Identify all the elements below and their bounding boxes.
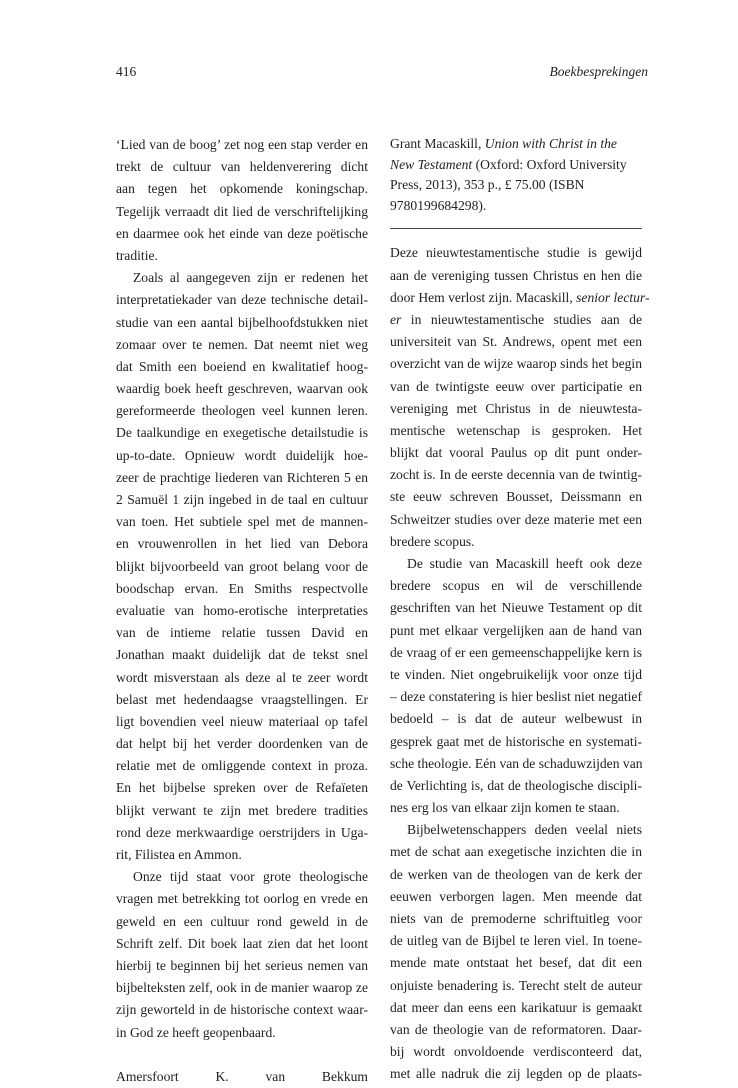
text-line: geweld en een cultuur rond geweld in de — [116, 913, 368, 929]
text-line: de uitleg van de Bijbel te leren viel. In toene- — [390, 933, 642, 949]
signature — [116, 1066, 368, 1088]
text-line: mentische wetenschap is gesproken. Het — [390, 422, 642, 438]
text-line: up-to-date. Opnieuw wordt duidelijk hoe- — [116, 447, 368, 463]
text-line: geschriften van het Nieuwe Testament op dit — [390, 600, 642, 616]
text-line: en daarmee ook het einde van deze poëtische — [116, 225, 368, 241]
text-line: De taalkundige en exegetische detailstudie is — [116, 425, 368, 441]
text-line: traditie. — [116, 247, 158, 263]
text-line: van de intieme relatie tussen David en — [116, 625, 368, 641]
text-line: Onze tijd staat voor grote theologische — [133, 869, 368, 885]
text-line: 2 Samuël 1 zijn ingebed in de taal en cultuur — [116, 492, 368, 507]
text-line: bredere scopus en wil de verschillende — [390, 578, 642, 594]
paragraph-2 — [116, 267, 368, 866]
review-paragraph-1 — [390, 242, 650, 553]
left-column — [116, 134, 368, 1088]
text-line: gesprek gaat met de historische en systemati- — [390, 733, 642, 749]
text-line: vereniging met Christus in de nieuwtesta- — [390, 400, 642, 416]
text-line: te vinden. Niet ongebruikelijk voor onze tijd — [390, 666, 642, 682]
text-line: van toen. Het subtiele spel met de mannen- — [116, 514, 368, 530]
book-ref-line: 9780199684298). — [390, 197, 487, 213]
paragraph-1 — [116, 134, 368, 267]
text-line: Schrift zelf. Dit boek laat zien dat het loont — [116, 935, 368, 951]
text-line: de vraag of er een gemeenschappelijke kern is — [390, 644, 642, 660]
text-line: in God ze heeft geopenbaard. — [116, 1024, 276, 1040]
text-line: zocht is. In de eerste decennia van de twintig- — [390, 467, 642, 483]
text-line: boodschap ervan. En Smiths respectvolle — [116, 580, 368, 596]
text-line: niets van de premoderne schriftuitleg voor — [390, 911, 642, 926]
text-line: studie van een aantal bijbelhoofdstukken niet — [116, 314, 368, 330]
text-line: ‘Lied van de boog’ zet nog een stap verder en — [116, 137, 368, 152]
text-line: bedoeld – is dat de auteur welbewust in — [390, 711, 642, 727]
book-reference — [390, 134, 642, 216]
text-line: universiteit van St. Andrews, opent met een — [390, 334, 642, 350]
text-line: hierbij te beginnen bij het serieus nemen van — [116, 957, 368, 973]
text-line: – deze constatering is hier beslist niet negatief — [390, 689, 642, 705]
text-line: van de theologie van de reformatoren. Daar- — [390, 1021, 642, 1037]
text-line: bijbelteksten zelf, ook in de manier waarop ze — [116, 980, 368, 996]
text-line: mende mate ontstaat het besef, dat dit een — [390, 955, 642, 971]
text-line: belast met hedendaagse vraagstellingen. Er — [116, 691, 368, 707]
paragraph-3 — [116, 866, 368, 1044]
text-line: rond deze merkwaardige oerstrijders in Uga- — [116, 824, 368, 840]
text-line: blijkt verwant te zijn met bredere tradities — [116, 802, 368, 818]
text-line: door Hem verlost zijn. Macaskill, senior lectur- — [390, 289, 650, 305]
text-line: van de twintigste eeuw over participatie en — [390, 378, 642, 394]
text-line: Jonathan maakt duidelijk dat de tekst snel — [116, 647, 368, 663]
text-line: bij wordt onvoldoende verdisconteerd dat, — [390, 1044, 642, 1060]
text-line: blijkt dat vooral Paulus op dit punt onder- — [390, 445, 642, 461]
text-line: Zoals al aangegeven zijn er redenen het — [133, 270, 368, 286]
text-line: ligt bovendien veel nieuw materiaal op tafel — [116, 713, 368, 729]
text-line: rit, Filistea en Ammon. — [116, 847, 242, 862]
book-ref-line: New Testament (Oxford: Oxford University — [390, 156, 627, 172]
text-line: de werken van de theologen van de kerk der — [390, 866, 642, 882]
text-line: Tegelijk verraadt dit lied de verschriftelijking — [116, 203, 368, 219]
text-line: waardig boek heeft geschreven, waarvan ook — [116, 381, 368, 397]
text-line: Bijbelwetenschappers deden veelal niets — [407, 822, 642, 838]
text-line: relatie met de omliggende context in proza. — [116, 758, 368, 774]
text-line: wordt misverstaan als deze al te zeer wordt — [116, 669, 368, 685]
right-column — [390, 134, 650, 1086]
text-line: overzicht van de wijze waarop sinds het begin — [390, 356, 642, 372]
text-line: met de schat aan exegetische inzichten die in — [390, 844, 642, 860]
review-paragraph-3 — [390, 819, 642, 1085]
text-line: Deze nieuwtestamentische studie is gewijd — [390, 245, 642, 261]
text-line: gereformeerde theologen veel kunnen leren. — [116, 403, 368, 419]
text-line: en vrouwenrollen in het lied van Debora — [116, 536, 368, 552]
text-line: met alle nadruk die zij legden op de plaats- — [390, 1066, 642, 1082]
text-line: de Verlichting is, dat de theologische discipli- — [390, 777, 642, 793]
text-line: zijn geworteld in de historische context waar- — [116, 1002, 368, 1018]
text-line: zeer de prachtige liederen van Richteren 5 en — [116, 469, 368, 485]
text-line: evaluatie van homo-erotische interpretaties — [116, 602, 368, 618]
text-line: trekt de cultuur van heldenverering dicht — [116, 159, 368, 175]
text-line: aan de vereniging tussen Christus en hen die — [390, 267, 642, 283]
text-line: bredere scopus. — [390, 533, 475, 549]
text-line: nes erg los van elkaar zijn komen te staan. — [390, 800, 620, 816]
text-line: dat helpt bij het verder doordenken van de — [116, 736, 368, 752]
text-line: punt met elkaar vergelijken aan de hand van — [390, 622, 642, 638]
text-line: dat Smith een boeiend en kwalitatief hoog- — [116, 358, 368, 374]
text-line: Schweitzer studies over deze materie met een — [390, 511, 642, 527]
review-paragraph-2 — [390, 553, 642, 819]
text-line: zomaar over te nemen. Dat neemt niet weg — [116, 336, 368, 352]
text-line: onjuiste benadering is. Terecht stelt de auteur — [390, 977, 642, 993]
book-ref-line: Grant Macaskill, Union with Christ in the — [390, 136, 617, 151]
separator-rule — [390, 228, 642, 229]
page-number: 416 — [116, 64, 137, 79]
text-line: dat meer dan eens een karikatuur is gemaakt — [390, 999, 642, 1015]
text-line: er in nieuwtestamentische studies aan de — [390, 311, 642, 327]
text-line: vragen met betrekking tot oorlog en vrede en — [116, 891, 368, 907]
signature-author: K. van Bekkum — [215, 1068, 368, 1084]
text-line: sche theologie. Eén van de schaduwzijden van — [390, 755, 643, 771]
text-line: En het bijbelse spreken over de Refaïeten — [116, 780, 368, 796]
text-line: eeuwen verborgen lagen. Men meende dat — [390, 888, 642, 904]
text-line: aan tegen het opkomende koningschap. — [116, 181, 368, 197]
book-ref-line: Press, 2013), 353 p., £ 75.00 (ISBN — [390, 177, 585, 193]
running-title: Boekbesprekingen — [549, 64, 648, 79]
text-line: ste eeuw schreven Bousset, Deissmann en — [390, 489, 642, 505]
text-line: De studie van Macaskill heeft ook deze — [407, 556, 642, 571]
text-line: blijkt bijvoorbeeld van groot belang voor de — [116, 558, 368, 574]
signature-place: Amersfoort — [116, 1068, 179, 1084]
text-line: interpretatiekader van deze technische detail- — [116, 292, 368, 308]
